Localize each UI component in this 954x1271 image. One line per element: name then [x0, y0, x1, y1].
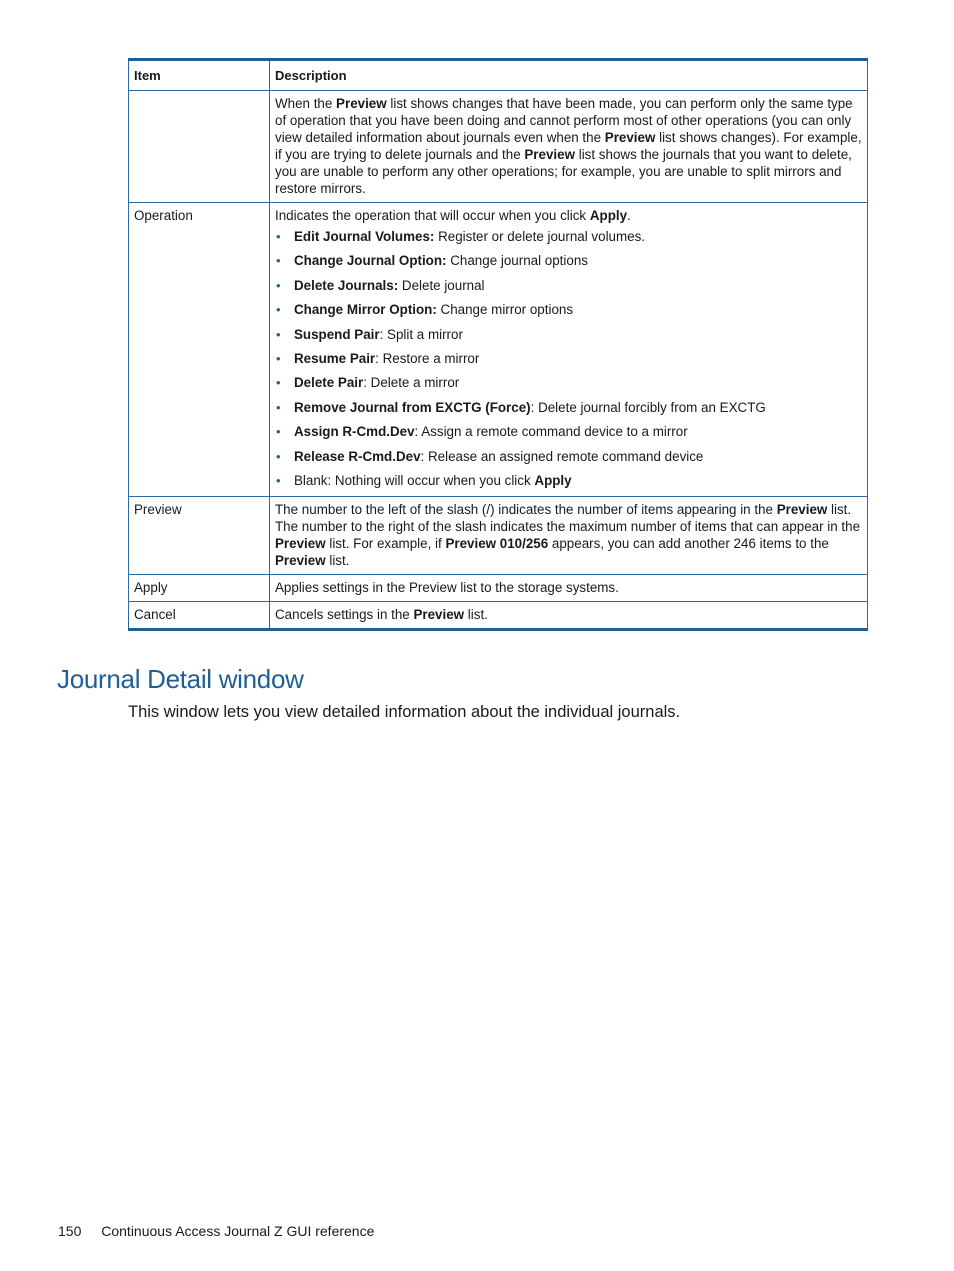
table-row-apply — [129, 574, 868, 601]
list-item — [275, 350, 862, 367]
bold-run: Preview — [275, 552, 326, 568]
bold-run: Preview 010/256 — [445, 535, 549, 551]
row-description-cell — [270, 496, 868, 574]
text-run: Delete journal — [398, 277, 485, 293]
operation-intro — [275, 207, 862, 224]
bold-run: Edit Journal Volumes: — [294, 229, 435, 244]
bold-run: Preview — [275, 535, 326, 551]
bold-run: Release R-Cmd.Dev — [294, 448, 421, 464]
list-item — [275, 472, 862, 489]
row-description-cell — [270, 203, 868, 497]
text-run: list. — [325, 552, 350, 568]
table-row-operation — [129, 203, 868, 497]
bold-run: Change Journal Option: — [294, 253, 447, 269]
footer-title: Continuous Access Journal Z GUI reference — [101, 1223, 375, 1239]
bold-run: Resume Pair — [294, 350, 376, 366]
text-run: list. The number to the right of the slash indicates the maximum number of items that can appear in the — [275, 501, 861, 534]
list-item — [275, 301, 862, 318]
text-run: Indicates the operation that will occur when you click — [275, 208, 590, 223]
bullet-icon: • — [276, 277, 281, 293]
text-run: list shows changes). For example, if you are trying to delete journals and the — [275, 130, 862, 162]
bold-run: Preview — [336, 96, 387, 111]
bullet-icon: • — [276, 399, 281, 415]
page-number: 150 — [58, 1223, 82, 1239]
bullet-icon: • — [276, 326, 281, 342]
text-run: The number to the left of the slash (/) indicates the number of items appearing in the — [275, 501, 777, 517]
bullet-icon: • — [276, 350, 281, 366]
bold-run: Apply — [534, 472, 572, 488]
text-run: : Release an assigned remote command device — [420, 448, 704, 464]
list-item — [275, 277, 862, 294]
bold-run: Change Mirror Option: — [294, 302, 437, 318]
page-footer — [58, 1223, 374, 1239]
text-run: When the — [275, 96, 337, 111]
bold-run: Suspend Pair — [294, 326, 380, 342]
list-item — [275, 399, 862, 416]
reference-table — [128, 58, 868, 631]
bold-run: Remove Journal from EXCTG (Force) — [294, 399, 531, 415]
row-item-cell — [129, 91, 270, 203]
operation-list — [275, 228, 862, 489]
bullet-icon: • — [276, 229, 281, 244]
text-run: : Split a mirror — [379, 326, 463, 342]
text-run: : Delete a mirror — [363, 375, 460, 391]
text-run: list. For example, if — [325, 535, 446, 551]
text-run: Register or delete journal volumes. — [434, 229, 646, 244]
list-item — [275, 374, 862, 391]
row-description-cell: Applies settings in the Preview list to the storage systems. — [270, 574, 868, 601]
bullet-icon: • — [276, 424, 281, 440]
list-item — [275, 326, 862, 343]
list-item — [275, 252, 862, 269]
bold-run: Apply — [589, 208, 628, 223]
row-description-cell — [270, 91, 868, 203]
bullet-icon: • — [276, 302, 281, 318]
text-run: Cancels settings in the — [275, 606, 414, 622]
table-row-preview — [129, 496, 868, 574]
list-item — [275, 228, 862, 245]
text-run: list shows the journals that you want to delete, you are unable to perform any other operations; for example, you are unable to split mirrors and restore mirrors. — [275, 147, 852, 196]
section-intro: This window lets you view detailed information about the individual journals. — [128, 703, 681, 721]
table-row — [129, 91, 868, 203]
text-run: Change journal options — [446, 253, 588, 269]
bullet-icon: • — [276, 448, 281, 464]
bold-run: Preview — [413, 606, 465, 622]
text-run: : Assign a remote command device to a mirror — [414, 424, 688, 440]
text-run: Change mirror options — [436, 302, 574, 318]
table-header-row — [129, 60, 868, 91]
bullet-icon: • — [276, 472, 281, 488]
header-description: Description — [270, 60, 868, 91]
row-item-cell: Cancel — [129, 601, 270, 629]
text-run: Blank: Nothing will occur when you click — [294, 472, 535, 488]
bold-run: Assign R-Cmd.Dev — [294, 424, 415, 440]
header-item: Item — [129, 60, 270, 91]
text-run: : Restore a mirror — [375, 350, 480, 366]
row-item-cell: Apply — [129, 574, 270, 601]
bullet-icon: • — [276, 253, 281, 269]
bold-run: Preview — [524, 147, 575, 162]
text-run: . — [627, 208, 631, 223]
bold-run: Preview — [604, 130, 656, 145]
bold-run: Preview — [776, 501, 828, 517]
table-row-cancel — [129, 601, 868, 629]
row-description-cell — [270, 601, 868, 629]
row-item-cell: Preview — [129, 496, 270, 574]
list-item — [275, 448, 862, 465]
bold-run: Delete Journals: — [294, 277, 399, 293]
bullet-icon: • — [276, 375, 281, 391]
list-item — [275, 423, 862, 440]
text-run: list shows changes that have been made, you can perform only the same type of operation that you have been doing and cannot perform most of other operations (you can only view detailed information about journals even when the — [275, 96, 853, 145]
row-item-cell: Operation — [129, 203, 270, 497]
text-run: appears, you can add another 246 items to the — [548, 535, 829, 551]
bold-run: Delete Pair — [294, 375, 364, 391]
text-run: : Delete journal forcibly from an EXCTG — [530, 399, 766, 415]
section-heading: Journal Detail window — [57, 664, 304, 694]
text-run: list. — [464, 606, 488, 622]
